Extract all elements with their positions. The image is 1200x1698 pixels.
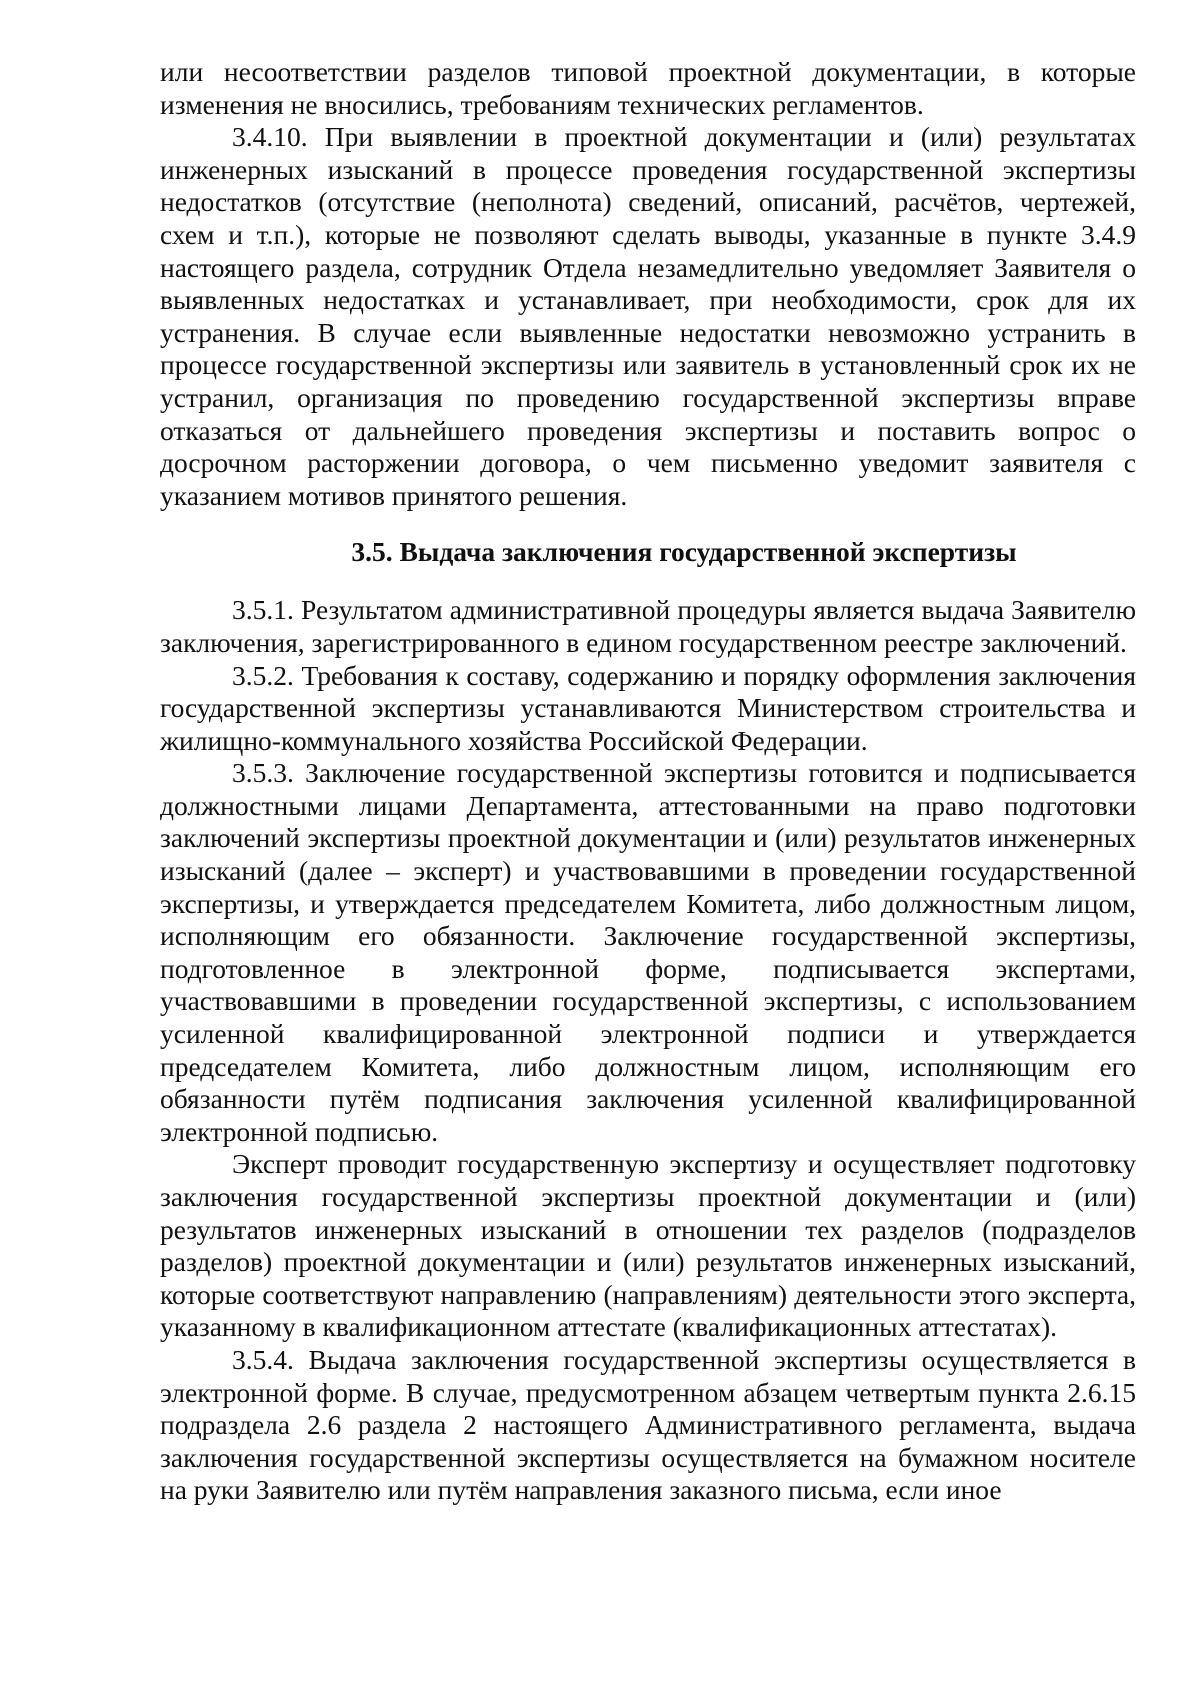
- paragraph-3-4-10: 3.4.10. При выявлении в проектной документации и (или) результатах инженерных изысканий в процессе проведения государственной экспертизы недостатков (отсутствие (неполнота) сведений, описаний, расчётов, чертежей, схем и т.п.), которые не позволяют сделать выводы, указанные в пункте 3.4.9 настоящего раздела, сотрудник Отдела незамедлительно уведомляет Заявителя о выявленных недостатках и устанавливает, при необходимости, срок для их устранения. В случае если выявленные недостатки невозможно устранить в процессе государственной экспертизы или заявитель в установленный срок их не устранил, организация по проведению государственной экспертизы вправе отказаться от дальнейшего проведения экспертизы и поставить вопрос о досрочном расторжении договора, о чем письменно уведомит заявителя с указанием мотивов принятого решения.: [160, 121, 1136, 511]
- paragraph-3-5-3: 3.5.3. Заключение государственной экспертизы готовится и подписывается должностными лицами Департамента, аттестованными на право подготовки заключений экспертизы проектной документации и (или) результатов инженерных изысканий (далее – эксперт) и участвовавшими в проведении государственной экспертизы, и утверждается председателем Комитета, либо должностным лицом, исполняющим его обязанности. Заключение государственной экспертизы, подготовленное в электронной форме, подписывается экспертами, участвовавшими в проведении государственной экспертизы, с использованием усиленной квалифицированной электронной подписи и утверждается председателем Комитета, либо должностным лицом, исполняющим его обязанности путём подписания заключения усиленной квалифицированной электронной подписью.: [160, 757, 1136, 1147]
- paragraph-3-5-1: 3.5.1. Результатом административной процедуры является выдача Заявителю заключения, зарегистрированного в едином государственном реестре заключений.: [160, 594, 1136, 658]
- paragraph-3-5-2: 3.5.2. Требования к составу, содержанию и порядку оформления заключения государственной экспертизы устанавливаются Министерством строительства и жилищно-коммунального хозяйства Российской Федерации.: [160, 659, 1136, 756]
- paragraph-continuation: или несоответствии разделов типовой проектной документации, в которые изменения не вносились, требованиям технических регламентов.: [160, 56, 1136, 120]
- paragraph-expert: Эксперт проводит государственную экспертизу и осуществляет подготовку заключения государственной экспертизы проектной документации и (или) результатов инженерных изысканий в отношении тех разделов (подразделов разделов) проектной документации и (или) результатов инженерных изысканий, которые соответствуют направлению (направлениям) деятельности этого эксперта, указанному в квалификационном аттестате (квалификационных аттестатах).: [160, 1148, 1136, 1343]
- section-heading: 3.5. Выдача заключения государственной экспертизы: [351, 536, 1017, 568]
- document-page: [160, 56, 1136, 1507]
- paragraph-3-5-4: 3.5.4. Выдача заключения государственной экспертизы осуществляется в электронной форме. В случае, предусмотренном абзацем четвертым пункта 2.6.15 подраздела 2.6 раздела 2 настоящего Административного регламента, выдача заключения государственной экспертизы осуществляется на бумажном носителе на руки Заявителю или путём направления заказного письма, если иное: [160, 1343, 1136, 1506]
